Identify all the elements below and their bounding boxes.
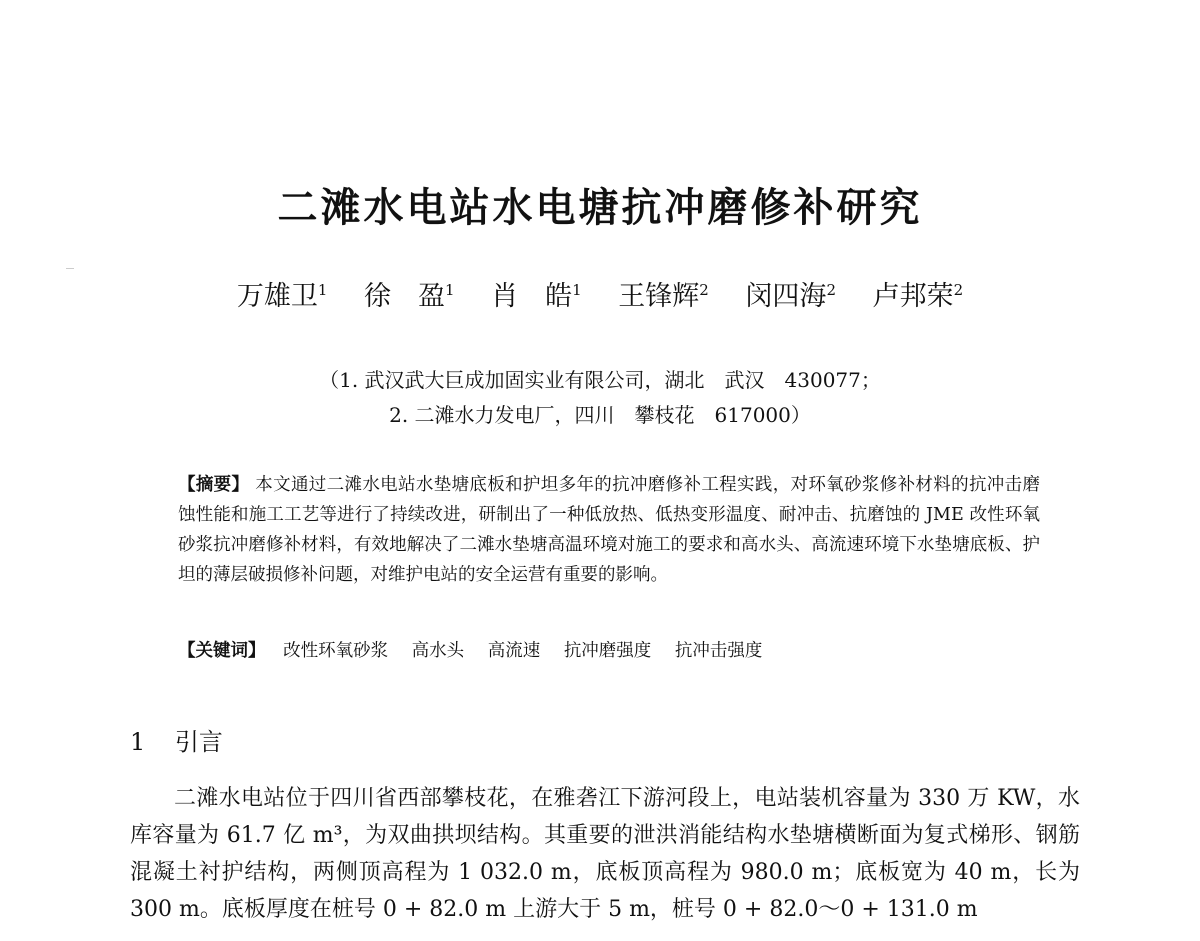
author-list <box>0 274 1200 313</box>
keywords <box>178 637 1040 662</box>
author <box>618 281 709 312</box>
author <box>873 281 964 312</box>
author-name: 卢邦荣 <box>872 281 954 312</box>
affiliation-2: 2. 二滩水力发电厂，四川 攀枝花 617000） <box>389 403 811 427</box>
keyword: 高流速 <box>487 641 541 661</box>
author-name: 闵四海 <box>745 281 827 312</box>
section-heading <box>130 722 223 757</box>
body-paragraph: 二滩水电站位于四川省西部攀枝花，在雅砻江下游河段上，电站装机容量为 330 万 KW，水库容量为 61.7 亿 m³，为双曲拱坝结构。其重要的泄洪消能结构水垫塘横断面为复式梯形、钢筋混凝土衬护结构，两侧顶高程为 1 032.0 m，底板顶高程为 980.0 m；底板宽为 40 m，长为 300 m。底板厚度在桩号 0 + 82.0 m 上游大于 5 m，桩号 0 + 82.0～0 + 131.0 m <box>130 786 1080 922</box>
author-affiliation-mark: 1 <box>572 281 582 299</box>
affiliation-1: （1. 武汉武大巨成加固实业有限公司，湖北 武汉 430077； <box>319 368 881 392</box>
paper-title: 二滩水电站水电塘抗冲磨修补研究 <box>277 185 923 231</box>
section-number: 1 <box>130 728 146 756</box>
author-affiliation-mark: 2 <box>699 281 709 299</box>
keywords-label: 【关键词】 <box>178 641 266 661</box>
author-name: 王锋辉 <box>618 281 700 312</box>
keyword: 高水头 <box>411 641 465 661</box>
section-title: 引言 <box>174 728 223 756</box>
keyword: 抗冲磨强度 <box>563 641 652 661</box>
abstract-text: 本文通过二滩水电站水垫塘底板和护坦多年的抗冲磨修补工程实践，对环氧砂浆修补材料的抗冲击磨蚀性能和施工工艺等进行了持续改进，研制出了一种低放热、低热变形温度、耐冲击、抗磨蚀的 JME 改性环氧砂浆抗冲磨修补材料，有效地解决了二滩水垫塘高温环境对施工的要求和高水头、高流速环境下水垫塘底板、护坦的薄层破损修补问题，对维护电站的安全运营有重要的影响。 <box>178 475 1040 585</box>
margin-mark <box>66 268 74 269</box>
author-name: 万雄卫 <box>236 281 318 312</box>
abstract-label: 【摘要】 <box>178 475 250 495</box>
author-affiliation-mark: 2 <box>826 281 836 299</box>
author-affiliation-mark: 1 <box>317 281 328 299</box>
keyword: 改性环氧砂浆 <box>283 641 389 661</box>
author <box>237 281 328 312</box>
author-name: 肖 皓 <box>491 281 573 312</box>
author-affiliation-mark: 2 <box>953 281 964 299</box>
keyword: 抗冲击强度 <box>674 641 763 661</box>
abstract <box>178 470 1040 590</box>
author-name: 徐 盈 <box>364 281 446 312</box>
author <box>364 281 455 312</box>
author <box>491 281 582 312</box>
author-affiliation-mark: 1 <box>445 281 455 299</box>
author <box>745 281 836 312</box>
